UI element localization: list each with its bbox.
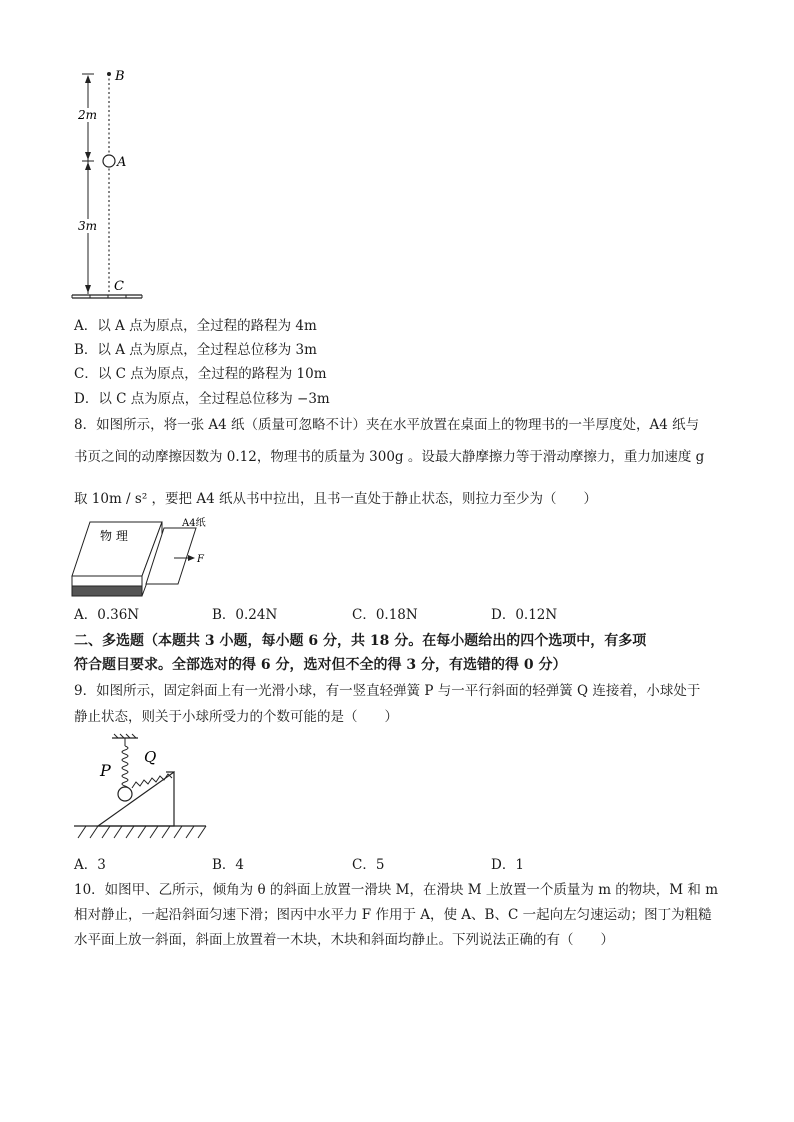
fig-book-label: 物 理: [100, 529, 128, 543]
q7-option-b: B．以 A 点为原点，全过程总位移为 3m: [74, 342, 317, 358]
label-point-c: C: [114, 279, 124, 294]
section2-heading-line1: 二、多选题（本题共 3 小题，每小题 6 分，共 18 分。在每小题给出的四个选项中，有多项: [74, 633, 647, 649]
q8-text-line3: 取 10m / s² ，要把 A4 纸从书中拉出，且书一直处于静止状态，则拉力至少为（ ）: [74, 491, 597, 507]
q8-option-d: D．0.12N: [491, 607, 558, 623]
q10-text-line2: 相对静止，一起沿斜面匀速下滑；图丙中水平力 F 作用于 A，使 A、B、C 一起向左匀速运动；图丁为粗糙: [74, 907, 712, 923]
figure-q9-incline-springs: [70, 732, 210, 842]
figure-q8-book-paper: [70, 514, 220, 604]
q8-option-c: C．0.18N: [352, 607, 418, 623]
q9-option-d: D．1: [491, 857, 524, 873]
fig-label-p: P: [100, 761, 111, 780]
q9-option-b: B．4: [212, 857, 245, 873]
fig-paper-label: A4纸: [182, 518, 206, 529]
fig-label-q: Q: [144, 748, 157, 766]
label-distance-3m: 3m: [78, 219, 98, 233]
label-point-a: A: [117, 155, 127, 170]
q9-text-line1: 9．如图所示，固定斜面上有一光滑小球，有一竖直轻弹簧 P 与一平行斜面的轻弹簧 Q 连接着，小球处于: [74, 683, 701, 699]
label-point-b: B: [115, 69, 125, 84]
q9-text-line2: 静止状态，则关于小球所受力的个数可能的是（ ）: [74, 709, 398, 725]
q7-option-a: A．以 A 点为原点，全过程的路程为 4m: [74, 318, 317, 334]
q10-text-line1: 10．如图甲、乙所示，倾角为 θ 的斜面上放置一滑块 M，在滑块 M 上放置一个质量为 m 的物块，M 和 m: [74, 882, 718, 898]
q7-option-c: C．以 C 点为原点，全过程的路程为 10m: [74, 366, 327, 382]
figure-q7-vertical-motion: [60, 64, 150, 304]
q8-option-b: B．0.24N: [212, 607, 278, 623]
q9-option-c: C．5: [352, 857, 385, 873]
section2-heading-line2: 符合题目要求。全部选对的得 6 分，选对但不全的得 3 分，有选错的得 0 分）: [74, 657, 567, 673]
q8-text-line1: 8．如图所示，将一张 A4 纸（质量可忽略不计）夹在水平放置在桌面上的物理书的一半厚度处，A4 纸与: [74, 417, 700, 433]
q8-text-line2: 书页之间的动摩擦因数为 0.12，物理书的质量为 300g 。设最大静摩擦力等于滑动摩擦力，重力加速度 g: [74, 449, 705, 465]
fig-force-label: F: [197, 554, 204, 565]
label-distance-2m: 2m: [78, 108, 98, 122]
q9-option-a: A．3: [74, 857, 106, 873]
q10-text-line3: 水平面上放一斜面，斜面上放置着一木块，木块和斜面均静止。下列说法正确的有（ ）: [74, 932, 614, 948]
q7-option-d: D．以 C 点为原点，全过程总位移为 −3m: [74, 391, 330, 407]
q8-option-a: A．0.36N: [74, 607, 140, 623]
